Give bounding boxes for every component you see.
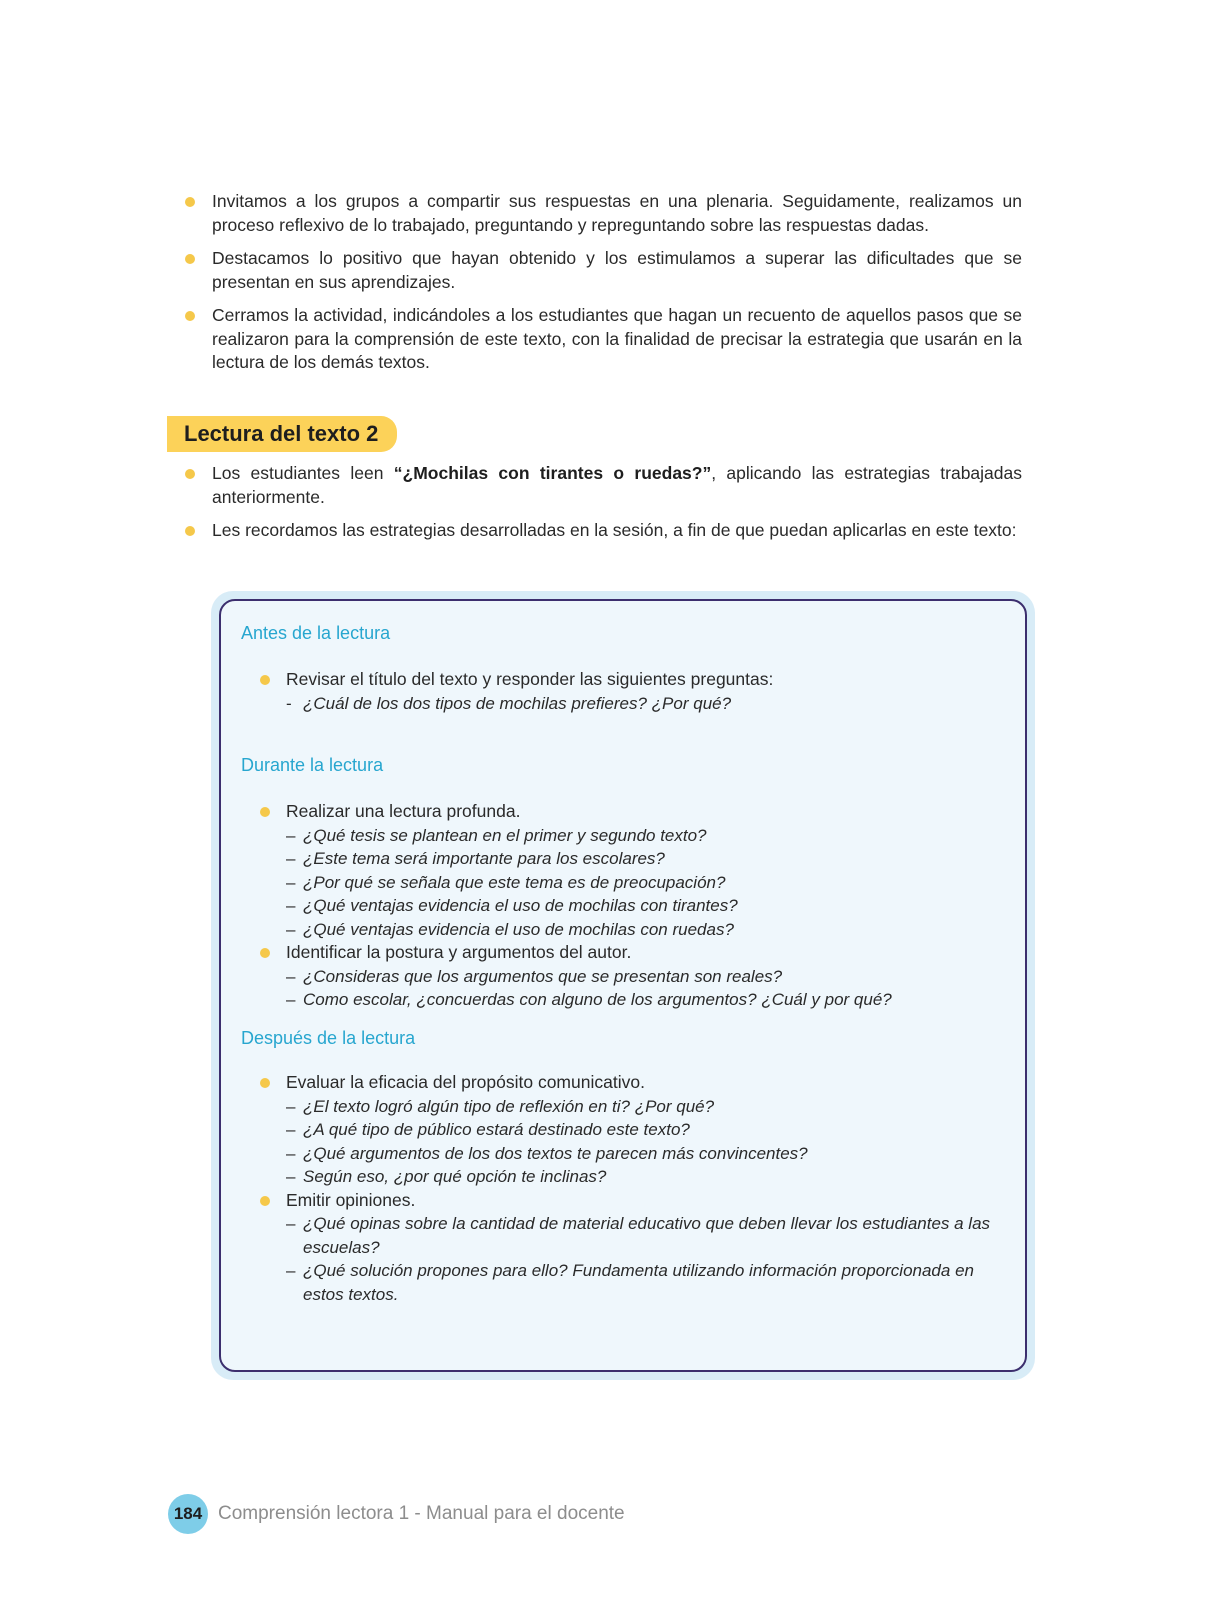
question-item (286, 1142, 998, 1166)
phase-title-after: Después de la lectura (241, 1028, 416, 1048)
question-item (286, 1165, 998, 1189)
section-title: Lectura del texto 2 (167, 416, 397, 452)
question-item (286, 988, 998, 1012)
list-item (258, 941, 998, 1012)
question-list (286, 692, 998, 716)
dash-icon: – (286, 1143, 296, 1163)
bullet-dot-icon (185, 197, 195, 207)
question-text: ¿A qué tipo de público estará destinado este texto? (303, 1120, 690, 1139)
phase-title-before: Antes de la lectura (241, 623, 391, 643)
bullet-dot-icon (185, 254, 195, 264)
list-item (258, 1189, 998, 1307)
question-item (286, 1259, 998, 1306)
question-item (286, 847, 998, 871)
dash-icon: – (286, 919, 296, 939)
question-text: ¿Este tema será importante para los escolares? (303, 849, 665, 868)
page-number: 184 (168, 1494, 208, 1534)
question-list (286, 824, 998, 942)
dash-icon: – (286, 966, 296, 986)
question-list (286, 1095, 998, 1189)
bullet-dot-icon (185, 311, 195, 321)
question-text: ¿Qué argumentos de los dos textos te parecen más convincentes? (303, 1143, 808, 1163)
footer-title: Comprensión lectora 1 - Manual para el docente (218, 1503, 625, 1524)
question-text: ¿El texto logró algún tipo de reflexión en ti? ¿Por qué? (303, 1096, 715, 1116)
list-item (258, 1071, 998, 1189)
bullet-text: Les recordamos las estrategias desarrolladas en la sesión, a fin de que puedan aplicarlas en este texto: (212, 520, 1017, 540)
item-text: Realizar una lectura profunda. (286, 801, 521, 821)
question-text: ¿Por qué se señala que este tema es de preocupación? (303, 872, 726, 892)
list-item (182, 247, 1022, 294)
dash-icon: – (286, 1214, 296, 1233)
question-item (286, 894, 998, 918)
list-item (258, 668, 998, 715)
text-title-bold: “¿Mochilas con tirantes o ruedas?” (393, 463, 712, 483)
bullet-dot-icon (260, 1078, 270, 1088)
question-item (286, 871, 998, 895)
question-item (286, 692, 998, 716)
question-text: Según eso, ¿por qué opción te inclinas? (303, 1167, 607, 1186)
bullet-dot-icon (185, 526, 195, 536)
list-item (182, 304, 1022, 375)
item-text: Emitir opiniones. (286, 1189, 416, 1210)
list-item (258, 800, 998, 941)
item-text: Identificar la postura y argumentos del autor. (286, 942, 632, 962)
dash-icon: – (286, 825, 296, 845)
bullet-text: Destacamos lo positivo que hayan obtenido y los estimulamos a superar las dificultades que se presentan en sus aprendizajes. (212, 248, 1022, 292)
question-text: ¿Qué ventajas evidencia el uso de mochilas con tirantes? (303, 896, 738, 915)
before-list (258, 668, 998, 715)
question-item (286, 1118, 998, 1142)
question-text: ¿Qué opinas sobre la cantidad de material educativo que deben llevar los estudiantes a las escuelas? (303, 1214, 991, 1257)
list-item (182, 190, 1022, 237)
list-item (182, 462, 1022, 509)
reading-bullet-list (182, 462, 1022, 553)
question-text: ¿Consideras que los argumentos que se presentan son reales? (303, 966, 783, 986)
dash-icon: – (286, 896, 296, 915)
bullet-dot-icon (260, 675, 270, 685)
dash-icon: – (286, 1120, 296, 1139)
question-item (286, 1095, 998, 1119)
during-list (258, 800, 998, 1012)
bullet-dot-icon (185, 469, 195, 479)
dash-icon: – (286, 990, 296, 1009)
after-list (258, 1071, 998, 1306)
question-item (286, 918, 998, 942)
question-item (286, 1212, 998, 1259)
question-list (286, 965, 998, 1012)
phase-title-during: Durante la lectura (241, 755, 384, 775)
bullet-text: Invitamos a los grupos a compartir sus respuestas en una plenaria. Seguidamente, realizamos un proceso reflexivo de lo trabajado, preguntando y repreguntando sobre las respuestas dadas. (212, 191, 1022, 235)
question-text: ¿Qué solución propones para ello? Fundamenta utilizando información proporcionada en estos textos. (303, 1261, 974, 1304)
question-text: Como escolar, ¿concuerdas con alguno de los argumentos? ¿Cuál y por qué? (303, 990, 892, 1009)
dash-icon: – (286, 849, 296, 868)
dash-icon: – (286, 1096, 296, 1116)
bullet-text: Cerramos la actividad, indicándoles a los estudiantes que hagan un recuento de aquellos pasos que se realizaron para la comprensión de este texto, con la finalidad de precisar la estrategia que usarán en la lectura de los demás textos. (212, 305, 1022, 372)
question-list (286, 1212, 998, 1306)
item-text: Evaluar la eficacia del propósito comunicativo. (286, 1072, 645, 1092)
bullet-text-post: , aplicando las estrategias trabajadas anteriormente. (212, 463, 1022, 507)
dash-icon: – (286, 872, 296, 892)
bullet-dot-icon (260, 1196, 270, 1206)
list-item (182, 519, 1022, 543)
dash-icon: - (286, 693, 292, 713)
question-text: ¿Cuál de los dos tipos de mochilas prefieres? ¿Por qué? (303, 693, 732, 713)
bullet-dot-icon (260, 807, 270, 817)
bullet-text-pre: Los estudiantes leen (212, 463, 394, 483)
question-item (286, 824, 998, 848)
question-item (286, 965, 998, 989)
question-text: ¿Qué tesis se plantean en el primer y segundo texto? (303, 825, 707, 845)
dash-icon: – (286, 1167, 296, 1186)
intro-bullet-list (182, 190, 1022, 385)
item-text: Revisar el título del texto y responder las siguientes preguntas: (286, 669, 774, 689)
bullet-dot-icon (260, 948, 270, 958)
question-text: ¿Qué ventajas evidencia el uso de mochilas con ruedas? (303, 919, 734, 939)
dash-icon: – (286, 1261, 296, 1280)
